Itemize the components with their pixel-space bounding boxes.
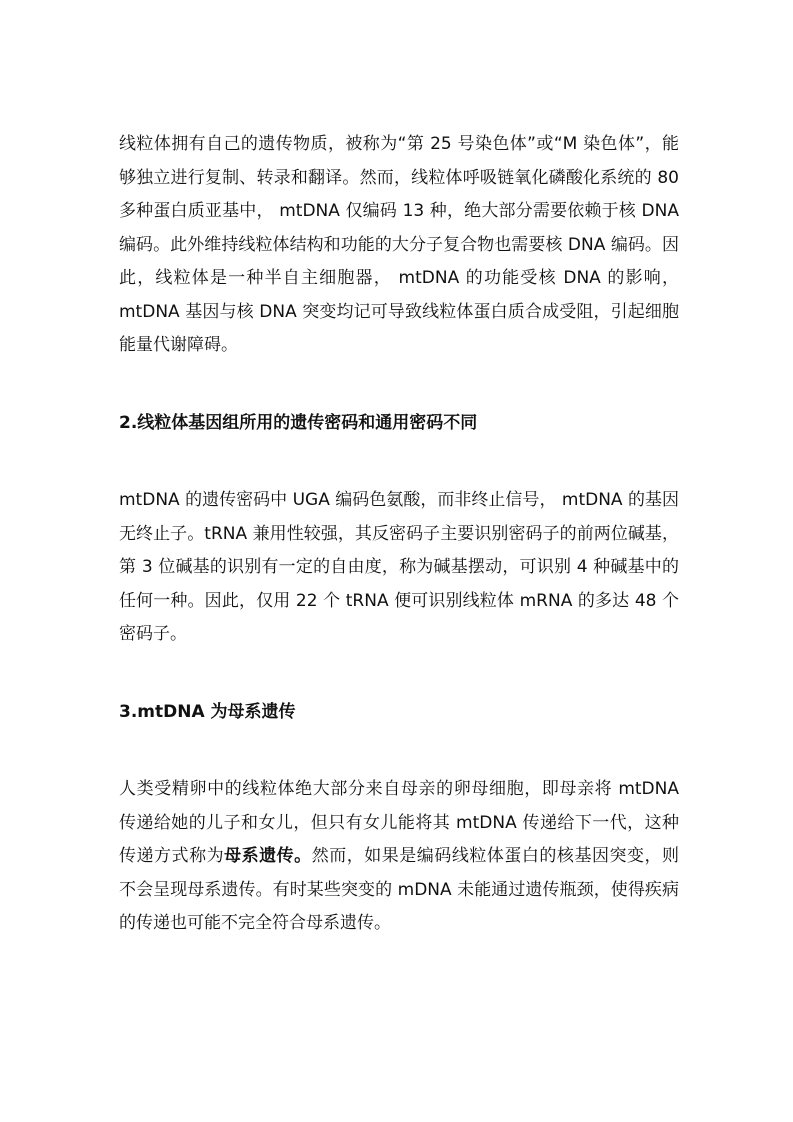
paragraph-maternal-inheritance-text-2: 然而，如果是编码线粒体蛋白的核基因突变，则不会呈现母系遗传。有时某些突变的 mDNA 未能通过遗传瓶颈，使得疾病的传递也可能不完全符合母系遗传。	[119, 846, 680, 933]
paragraph-mitochondrial-genome: 线粒体拥有自己的遗传物质，被称为“第 25 号染色体”或“M 染色体”，能够独立进行复制、转录和翻译。然而，线粒体呼吸链氧化磷酸化系统的 80 多种蛋白质亚基中， mtDNA 仅编码 13 种，绝大部分需要依赖于核 DNA 编码。此外维持线粒体结构和功能的大分子复合物也需要核 DNA 编码。因此，线粒体是一种半自主细胞器， mtDNA 的功能受核 DNA 的影响， mtDNA 基因与核 DNA 突变均记可导致线粒体蛋白质合成受阻，引起细胞能量代谢障碍。	[119, 134, 679, 355]
paragraph-maternal-inheritance-text-1: 人类受精卵中的线粒体绝大部分来自母亲的卵母细胞，即母亲将 mtDNA 传递给她的儿子和女儿，但只有女儿能将其 mtDNA 传递给下一代，这种传递方式称为	[119, 779, 679, 866]
term-maternal-inheritance: 母系遗传。	[224, 846, 312, 866]
paragraph-maternal-inheritance	[119, 773, 679, 941]
document-page	[119, 84, 679, 941]
section-heading-maternal-inheritance: 3.mtDNA 为母系遗传	[119, 701, 296, 722]
paragraph-genetic-code: mtDNA 的遗传密码中 UGA 编码色氨酸，而非终止信号， mtDNA 的基因无终止子。tRNA 兼用性较强，其反密码子主要识别密码子的前两位碱基，第 3 位碱基的识别有一定的自由度，称为碱基摆动，可识别 4 种碱基中的任何一种。因此，仅用 22 个 tRNA 便可识别线粒体 mRNA 的多达 48 个密码子。	[119, 490, 679, 644]
section-heading-genetic-code: 2.线粒体基因组所用的遗传密码和通用密码不同	[119, 412, 478, 433]
